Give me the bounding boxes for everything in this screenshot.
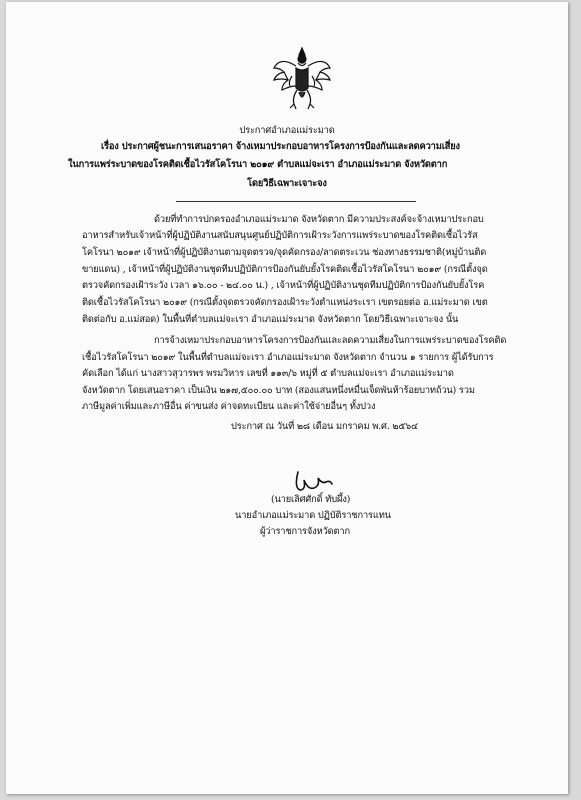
document-page <box>6 2 568 794</box>
signer-name: (นายเลิศศักดิ์ ทับผึ้ง) <box>271 494 351 505</box>
para1-line: โคโรนา ๒๐๑๙ เจ้าหน้าที่ผู้ปฏิบัติงานตามจุดตรวจ/จุดคัดกรอง/ลาดตระเวน ช่องทางธรรมชาติ(หมู่บ้านติด <box>82 247 487 258</box>
announce-date: ประกาศ ณ วันที่ ๒๘ เดือน มกราคม พ.ศ. ๒๕๖๔ <box>231 421 418 432</box>
announcement-title: ประกาศอำเภอแม่ระมาด <box>239 125 335 136</box>
signer-position-1: นายอำเภอแม่ระมาด ปฏิบัติราชการแทน <box>235 510 391 521</box>
para2-line: การจ้างเหมาประกอบอาหารโครงการป้องกันและลดความเสี่ยงในการแพร่ระบาดของโรคติด <box>154 335 507 346</box>
para1-line: ตรวจคัดกรองเฝ้าระวัง เวลา ๑๖.๐๐ - ๒๔.๐๐ น.) , เจ้าหน้าที่ผู้ปฏิบัติงานชุดทีมปฏิบัติการป้องกันยับยั้งโรค <box>82 280 485 291</box>
para1-line: ติดเชื้อไวรัสโคโรนา ๒๐๑๙ (กรณีตั้งจุดตรวจคัดกรองเฝ้าระวังตำแหน่งระเรา เขตรอยต่อ อ.แม่ระมาด เขต <box>82 297 488 308</box>
subject-line-3: โดยวิธีเฉพาะเจาะจง <box>247 178 327 189</box>
para2-line: จังหวัดตาก โดยเสนอราคา เป็นเงิน ๒๑๗,๕๐๐.๐๐ บาท (สองแสนหนึ่งหมื่นเจ็ดพันห้าร้อยบาทถ้วน) รวม <box>82 385 475 396</box>
para2-line: คัดเลือก ได้แก่ นางสาวสุวารพร พรมวิหาร เลขที่ ๑๑๓/๖ หมู่ที่ ๕ ตำบลแม่จะเรา อำเภอแม่ระมาด <box>82 368 454 379</box>
handwritten-signature <box>290 468 336 494</box>
para2-line: เชื้อไวรัสโคโรนา ๒๐๑๙ ในพื้นที่ตำบลแม่จะเรา อำเภอแม่ระมาด จังหวัดตาก จำนวน ๑ รายการ ผู้ได้รับการ <box>82 352 494 363</box>
divider-line <box>176 201 416 202</box>
signer-position-2: ผู้ว่าราชการจังหวัดตาก <box>260 526 350 537</box>
subject-line-2: ในการแพร่ระบาดของโรคติดเชื้อไวรัสโคโรนา ๒๐๑๙ ตำบลแม่จะเรา อำเภอแม่ระมาด จังหวัดตาก <box>68 159 448 170</box>
para2-line: ภาษีมูลค่าเพิ่มและภาษีอื่น ค่าขนส่ง ค่าจดทะเบียน และค่าใช้จ่ายอื่นๆ ทั้งปวง <box>82 401 376 412</box>
para1-line: อาหารสำหรับเจ้าหน้าที่ผู้ปฏิบัติงานสนับสนุนศูนย์ปฏิบัติการเฝ้าระวังการแพร่ระบาดของโรคติดเชื้อไวรัส <box>82 230 478 241</box>
para1-line: ขายแดน) , เจ้าหน้าที่ผู้ปฏิบัติงานชุดทีมปฏิบัติการป้องกันยับยั้งโรคติดเชื้อไวรัสโคโรนา ๒๐๑๙ (กรณีตั้งจุด <box>82 264 488 275</box>
subject-line-1: เรื่อง ประกาศผู้ชนะการเสนอราคา จ้างเหมาประกอบอาหารโครงการป้องกันและลดความเสี่ยง <box>101 141 460 152</box>
para1-line: ด้วยที่ทำการปกครองอำเภอแม่ระมาด จังหวัดตาก มีความประสงค์จะจ้างเหมาประกอบ <box>154 214 484 225</box>
garuda-emblem <box>270 46 334 112</box>
para1-line: ติดต่อกับ อ.แม่สอด) ในพื้นที่ตำบลแม่จะเรา อำเภอแม่ระมาด จังหวัดตาก โดยวิธีเฉพาะเจาะจง นั้น <box>82 314 459 325</box>
